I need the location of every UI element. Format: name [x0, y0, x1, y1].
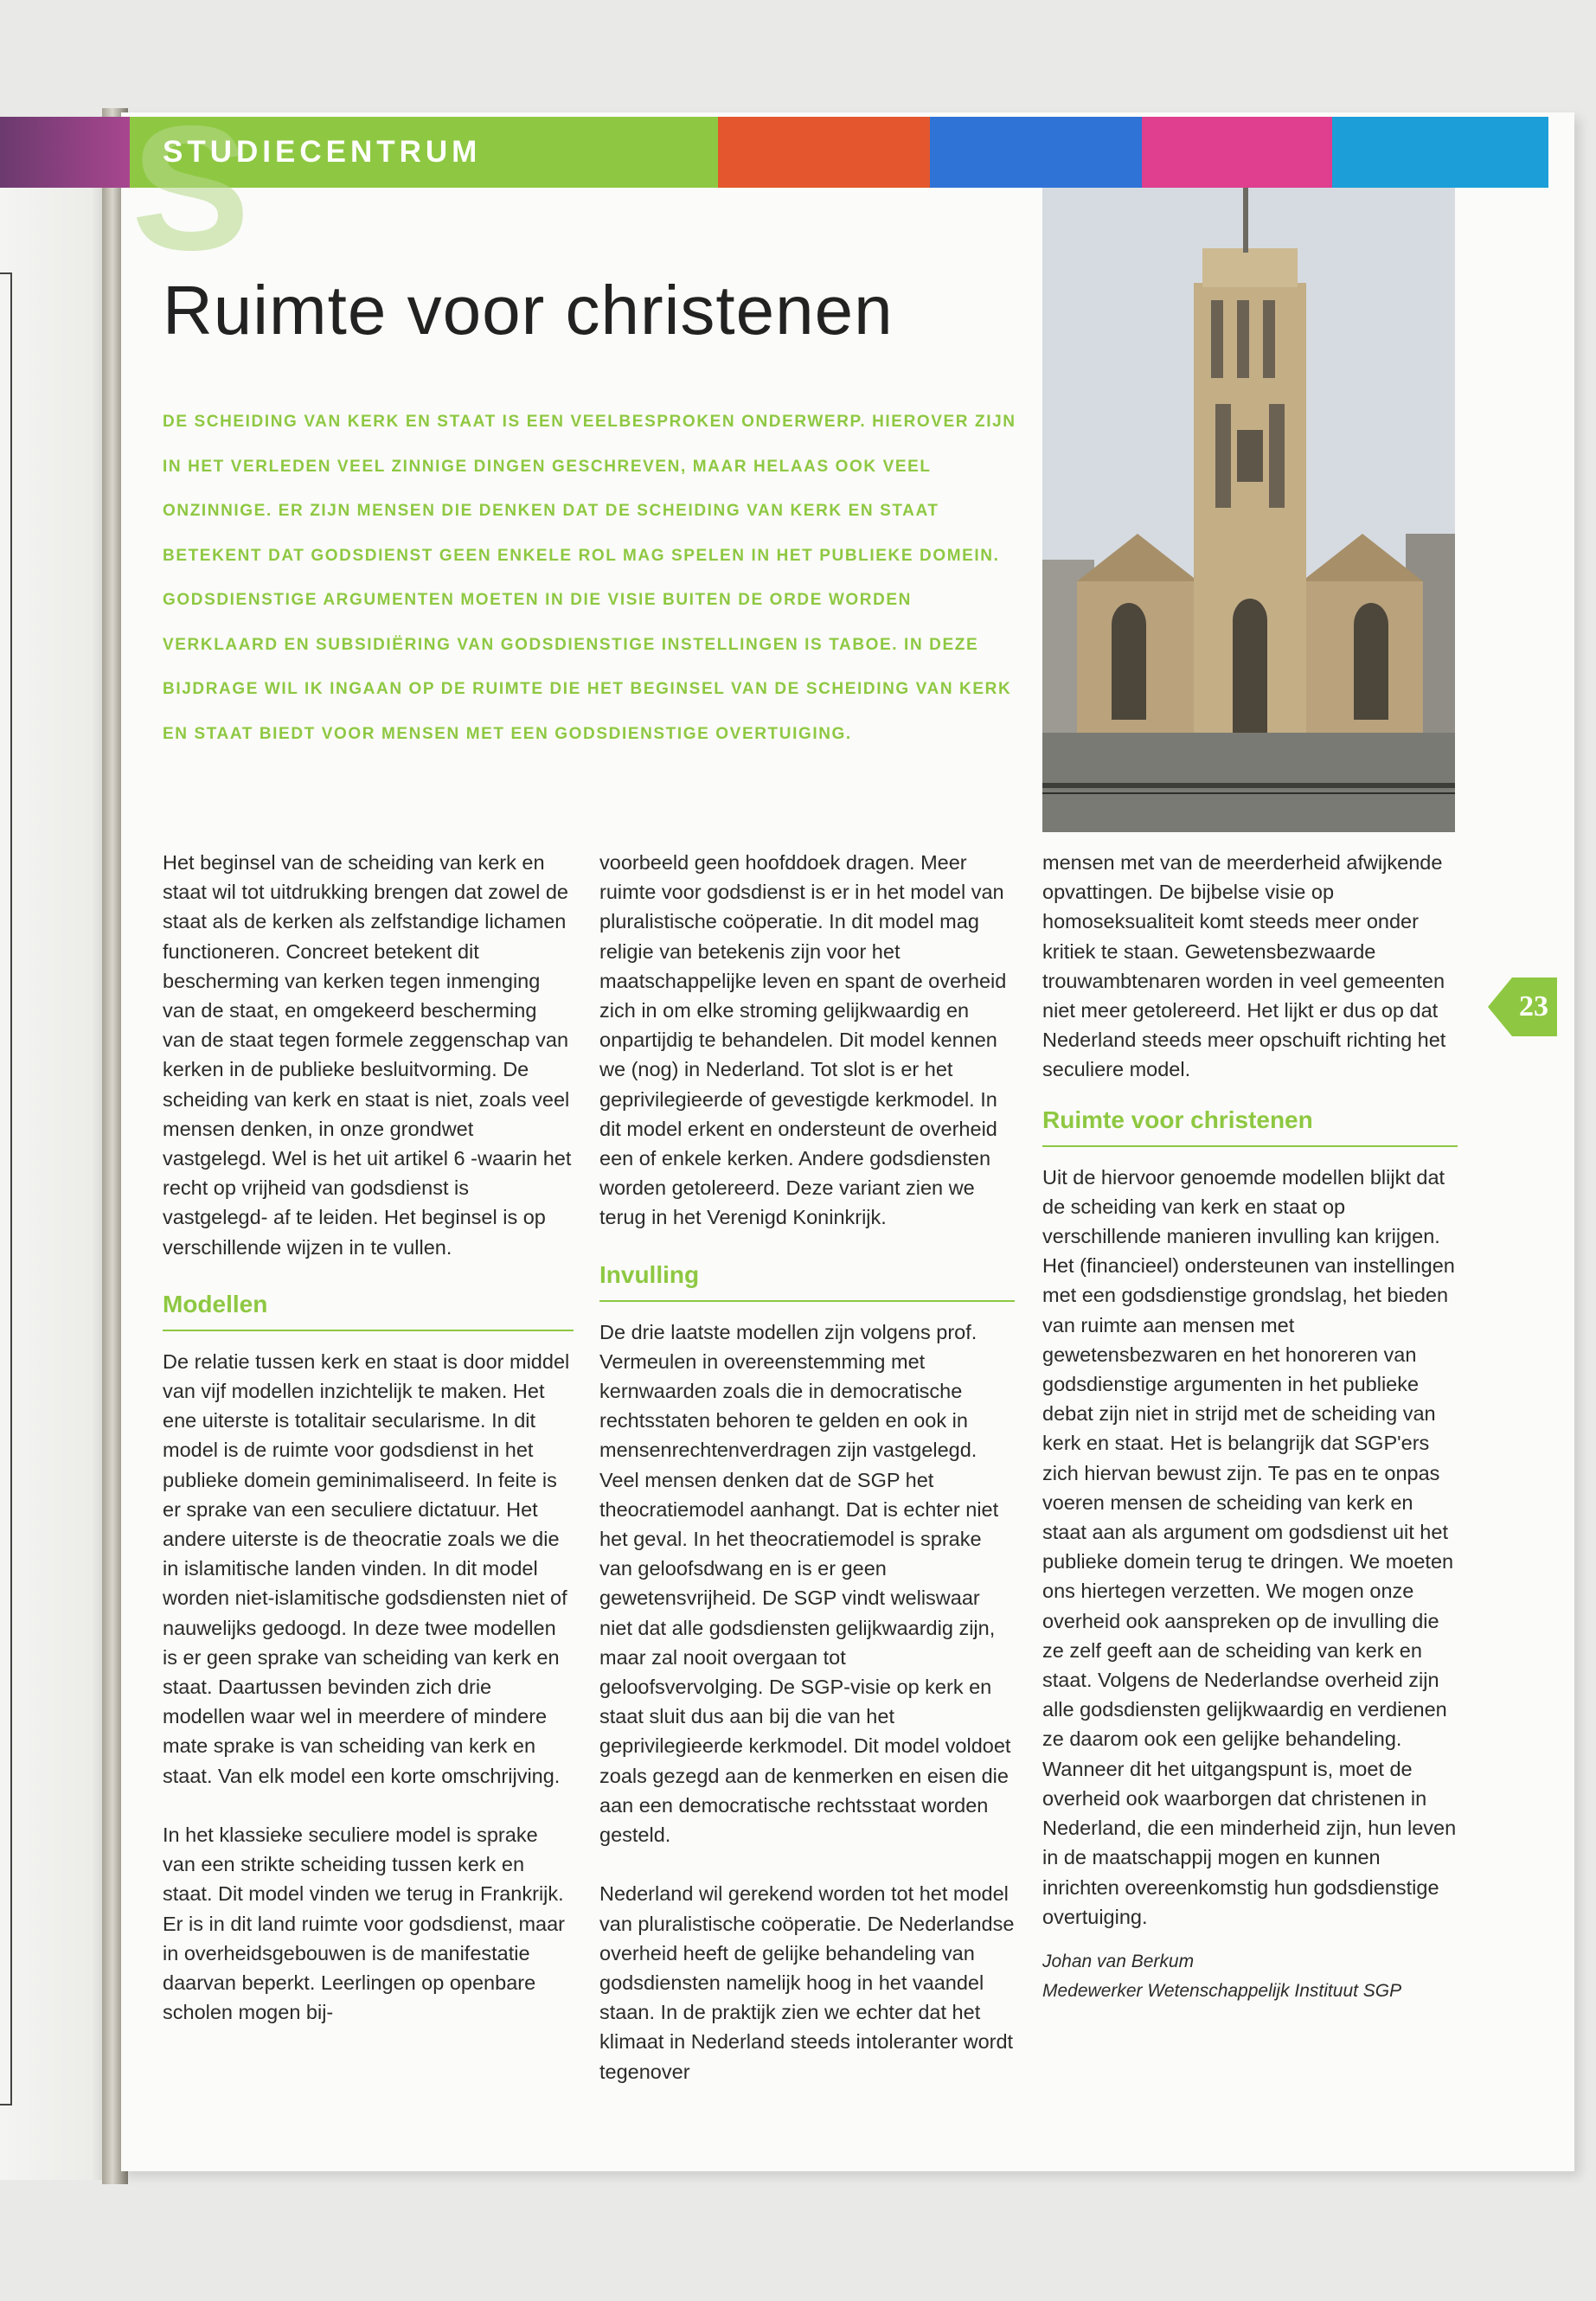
col3-paragraph-1: mensen met van de meerderheid afwijkende opvattingen. De bijbelse visie op homoseksualiteit komt steeds meer onder kritiek te staan. Gewetensbezwaarde trouwambtenaren worden in veel gemeenten niet meer getolereerd. Het lijkt er dus op dat Nederland steeds meer opschuift richting het seculiere model. [1042, 851, 1446, 1081]
church-tower-photo [1042, 188, 1455, 832]
page-number: 23 [1519, 990, 1548, 1022]
article-title: Ruimte voor christenen [163, 272, 894, 349]
article-intro: DE SCHEIDING VAN KERK EN STAAT IS EEN VEELBESPROKEN ONDERWERP. HIEROVER ZIJN IN HET VERLEDEN VEEL ZINNIGE DINGEN GESCHREVEN, MAAR HELAAS OOK VEEL ONZINNIGE. ER ZIJN MENSEN DIE DENKEN DAT DE SCHEIDING VAN KERK EN STAAT BETEKENT DAT GODSDIENST GEEN ENKELE ROL MAG SPELEN IN HET PUBLIEKE DOMEIN. GODSDIENSTIGE ARGUMENTEN MOETEN IN DIE VISIE BUITEN DE ORDE WORDEN VERKLAARD EN SUBSIDIËRING VAN GODSDIENSTIGE INSTELLINGEN IS TABOE. IN DEZE BIJDRAGE WIL IK INGAAN OP DE RUIMTE DIE HET BEGINSEL VAN DE SCHEIDING VAN KERK EN STAAT BIEDT VOOR MENSEN MET EEN GODSDIENSTIGE OVERTUIGING. [163, 413, 1016, 743]
previous-page-border [0, 272, 12, 2106]
col2-paragraph-1: voorbeeld geen hoofddoek dragen. Meer ruimte voor godsdienst is er in het model van pluralistische coöperatie. In dit model mag religie van betekenis zijn voor het maatschappelijke leven en spant de overheid zich in om elke stroming gelijkwaardig en onpartijdig te behandelen. Dit model kennen we (nog) in Nederland. Tot slot is er het geprivilegieerde of gevestigde kerkmodel. In dit model erkent en ondersteunt de overheid een of enkele kerken. Andere godsdiensten worden getolereerd. Deze variant zien we terug in het Verenigd Koninkrijk. [599, 851, 1007, 1229]
col1-paragraph-1: Het beginsel van de scheiding van kerk en staat wil tot uitdrukking brengen dat zowel de staat als de kerken als zelfstandige lichamen functioneren. Concreet betekent dit bescherming van kerken tegen inmenging van de staat, en omgekeerd bescherming van de staat tegen formele zeggenschap van kerken in de publieke besluitvorming. De scheiding van kerk en staat is niet, zoals veel mensen denken, in onze grondwet vastgelegd. Wel is het uit artikel 6 -waarin het recht op vrijheid van godsdienst is vastgelegd- af te leiden. Het beginsel is op verschillende wijzen in te vullen. [163, 851, 572, 1259]
header-bar-orange [718, 117, 930, 188]
subheading-modellen: Modellen [163, 1288, 574, 1331]
previous-page-edge [0, 130, 114, 2180]
subheading-invulling: Invulling [599, 1259, 1015, 1302]
col2-paragraph-3: Nederland wil gerekend worden tot het model van pluralistische coöperatie. De Nederlandse overheid heeft de gelijke behandeling van godsdiensten namelijk hoog in het vaandel staan. In de praktijk zien we echter dat het klimaat in Nederland steeds intoleranter wordt tegenover [599, 1882, 1015, 2083]
author-role: Medewerker Wetenschappelijk Instituut SGP [1042, 1980, 1402, 2001]
section-label: STUDIECENTRUM [163, 135, 482, 169]
header-bar-pink [1142, 117, 1332, 188]
author-name: Johan van Berkum [1042, 1951, 1195, 1971]
header-bar-purple [0, 117, 130, 188]
church-illustration [1042, 188, 1455, 832]
header-bar-cyan [1332, 117, 1548, 188]
header-bar-blue [930, 117, 1142, 188]
subheading-ruimte-voor-christenen: Ruimte voor christenen [1042, 1104, 1458, 1147]
column-3 [1042, 848, 1458, 2006]
col1-paragraph-3: In het klassieke seculiere model is sprake van een strikte scheiding tussen kerk en staat. Dit model vinden we terug in Frankrijk. Er is in dit land ruimte voor godsdienst, maar in overheidsgebouwen is de manifestatie daarvan beperkt. Leerlingen op openbare scholen mogen bij- [163, 1823, 565, 2024]
column-1 [163, 848, 574, 2027]
section-initial: S [131, 89, 250, 287]
column-2 [599, 848, 1015, 2086]
col1-paragraph-2: De relatie tussen kerk en staat is door middel van vijf modellen inzichtelijk te maken. Het ene uiterste is totalitair secularisme. In dit model is de ruimte voor godsdienst in het publieke domein geminimaliseerd. In feite is er sprake van een seculiere dictatuur. Het andere uiterste is de theocratie zoals we die in islamitische landen vinden. In dit model worden niet-islamitische godsdiensten niet of nauwelijks gedoogd. In deze twee modellen is er geen sprake van scheiding van kerk en staat. Daartussen bevinden zich drie modellen waar wel in meerdere of mindere mate sprake is van scheiding van kerk en staat. Van elk model een korte omschrijving. [163, 1349, 570, 1787]
col3-paragraph-2: Uit de hiervoor genoemde modellen blijkt dat de scheiding van kerk en staat op verschillende manieren invulling kan krijgen. Het (financieel) ondersteunen van instellingen met een godsdienstige grondslag, het bieden van ruimte aan mensen met gewetensbezwaren en het honoreren van godsdienstige argumenten in het publieke debat zijn niet in strijd met de scheiding van kerk en staat. Het is belangrijk dat SGP'ers zich hiervan bewust zijn. Te pas en te onpas voeren mensen de scheiding van kerk en staat aan als argument om godsdienst uit het publieke domein terug te dringen. We moeten ons hiertegen verzetten. We mogen onze overheid ook aanspreken op de invulling die ze zelf geeft aan de scheiding van kerk en staat. Volgens de Nederlandse overheid zijn alle godsdiensten gelijkwaardig en verdienen ze daarom ook een gelijke behandeling. Wanneer dit het uitgangspunt is, moet de overheid ook waarborgen dat christenen in Nederland, die een minderheid zijn, hun leven in de maatschappij mogen en kunnen inrichten overeenkomstig hun godsdienstige overtuiging. [1042, 1165, 1457, 1928]
col2-paragraph-2: De drie laatste modellen zijn volgens prof. Vermeulen in overeenstemming met kernwaarden zoals die in democratische rechtsstaten behoren te gelden en ook in mensenrechtenverdragen zijn vastgelegd. Veel mensen denken dat de SGP het theocratiemodel aanhangt. Dat is echter niet het geval. In het theocratiemodel is sprake van geloofsdwang en is er geen gewetensvrijheid. De SGP vindt weliswaar niet dat alle godsdiensten gelijkwaardig zijn, maar zal nooit overgaan tot geloofsvervolging. De SGP-visie op kerk en staat sluit dus aan bij die van het geprivilegieerde kerkmodel. Dit model voldoet zoals gezegd aan de kenmerken en eisen die aan een democratische rechtsstaat worden gesteld. [599, 1320, 1011, 1847]
